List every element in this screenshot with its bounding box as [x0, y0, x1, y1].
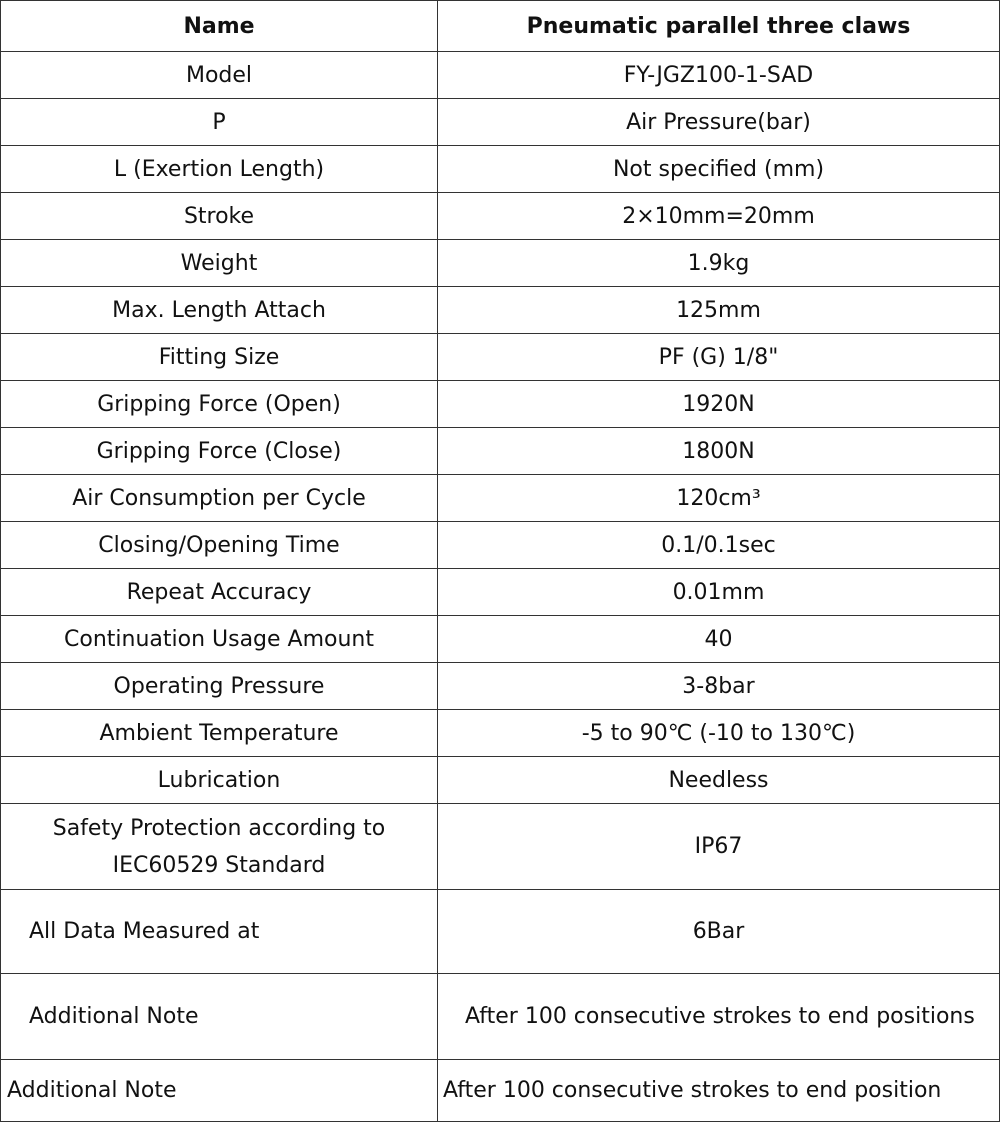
table-row [1, 522, 1000, 569]
row-label: Additional Note [1, 1060, 438, 1122]
row-value: 125mm [438, 287, 1000, 334]
table-row [1, 146, 1000, 193]
table-row [1, 334, 1000, 381]
row-value: 120cm³ [438, 475, 1000, 522]
row-value: Not specified (mm) [438, 146, 1000, 193]
table-row [1, 804, 1000, 890]
row-value: 0.01mm [438, 569, 1000, 616]
row-value: Needless [438, 757, 1000, 804]
table-row [1, 569, 1000, 616]
row-label: P [1, 99, 438, 146]
table-row [1, 240, 1000, 287]
table-row [1, 890, 1000, 974]
row-value: 40 [438, 616, 1000, 663]
row-value: 3-8bar [438, 663, 1000, 710]
table-row [1, 974, 1000, 1060]
table-row [1, 757, 1000, 804]
column-header-name: Name [1, 1, 438, 52]
table-row [1, 1060, 1000, 1122]
row-label: All Data Measured at [1, 890, 438, 974]
row-label: L (Exertion Length) [1, 146, 438, 193]
table-row [1, 52, 1000, 99]
row-value: After 100 consecutive strokes to end position [438, 1060, 1000, 1122]
table-row [1, 663, 1000, 710]
row-value: 1800N [438, 428, 1000, 475]
table-row [1, 428, 1000, 475]
row-value: -5 to 90℃ (-10 to 130℃) [438, 710, 1000, 757]
table-row [1, 381, 1000, 428]
row-value: Air Pressure(bar) [438, 99, 1000, 146]
row-label: Additional Note [1, 974, 438, 1060]
row-label: Gripping Force (Open) [1, 381, 438, 428]
row-label: Lubrication [1, 757, 438, 804]
row-value: 2×10mm=20mm [438, 193, 1000, 240]
row-value: 6Bar [438, 890, 1000, 974]
row-label: Operating Pressure [1, 663, 438, 710]
row-value: IP67 [438, 804, 1000, 890]
table-row [1, 193, 1000, 240]
row-label: Ambient Temperature [1, 710, 438, 757]
row-label: Closing/Opening Time [1, 522, 438, 569]
table-row [1, 475, 1000, 522]
row-label: Safety Protection according to IEC60529 Standard [1, 804, 438, 890]
row-value: After 100 consecutive strokes to end positions [438, 974, 1000, 1060]
column-header-value: Pneumatic parallel three claws [438, 1, 1000, 52]
table-row [1, 616, 1000, 663]
row-value: PF (G) 1/8" [438, 334, 1000, 381]
row-value: 0.1/0.1sec [438, 522, 1000, 569]
table-row [1, 99, 1000, 146]
row-label: Gripping Force (Close) [1, 428, 438, 475]
row-label: Model [1, 52, 438, 99]
row-label: Air Consumption per Cycle [1, 475, 438, 522]
row-label: Continuation Usage Amount [1, 616, 438, 663]
row-label: Repeat Accuracy [1, 569, 438, 616]
row-label: Fitting Size [1, 334, 438, 381]
row-label: Stroke [1, 193, 438, 240]
row-value: 1.9kg [438, 240, 1000, 287]
row-label: Max. Length Attach [1, 287, 438, 334]
row-value: FY-JGZ100-1-SAD [438, 52, 1000, 99]
table-header-row [1, 1, 1000, 52]
table-row [1, 710, 1000, 757]
row-label: Weight [1, 240, 438, 287]
table-row [1, 287, 1000, 334]
row-value: 1920N [438, 381, 1000, 428]
